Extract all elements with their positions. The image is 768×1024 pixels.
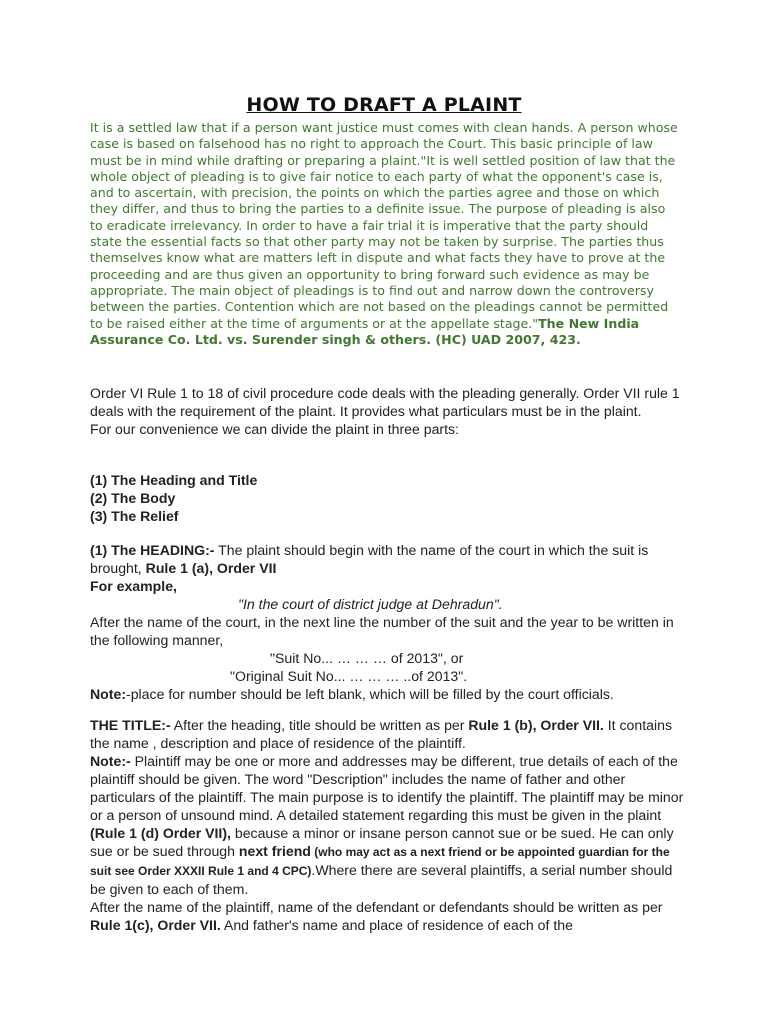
title-rule: Rule 1 (b), Order VII. (468, 717, 604, 733)
convenience-text: For our convenience we can divide the plaint in three parts: (90, 421, 459, 437)
note2-text-1: Plaintiff may be one or more and addresses may be different, true details of each of the plaintiff should be given. The word "Description" includes the name of father and other particulars of the plaintiff. The main purpose is to identify the plaintiff. The plaintiff may be minor or a person of unsound mind. A detailed statement regarding this must be given in the plaint (90, 753, 684, 823)
suit-number-format: "Suit No... … … … of 2013", or (270, 650, 464, 666)
heading-text: The plaint should begin with the name of the court in which the suit is brought, (90, 542, 649, 576)
order-paragraph (90, 384, 690, 438)
intro-text: It is a settled law that if a person want justice must comes with clean hands. A person whose case is based on falsehood has no right to approach the Court. This basic principle of law must be in mind while drafting or preparing a plaint."It is well settled position of law that the whole object of pleading is to give fair notice to each party of what the opponent's case is, and to ascertain, with precision, the points on which the parties agree and those on which they differ, and thus to bring the parties to a definite issue. The purpose of pleading is also to eradicate irrelevancy. In order to have a fair trial it is imperative that the party should state the essential facts so that other party may not be taken by surprise. The parties thus themselves know what are matters left in dispute and what facts they have to prove at the proceeding and are thus given an opportunity to bring forward such evidence as may be appropriate. The main object of pleadings is to find out and narrow down the controversy between the parties. Contention which are not based on the pleadings cannot be permitted to be raised either at the time of arguments or at the appellate stage." (90, 120, 678, 331)
next-friend: next friend (238, 843, 311, 859)
case-citation: The New India Assurance Co. Ltd. vs. Surender singh & others. (HC) UAD 2007, 423. (90, 315, 640, 347)
court-example: "In the court of district judge at Dehradun". (238, 596, 503, 612)
after-plaintiff-rule: Rule 1(c), Order VII. (90, 917, 221, 933)
order-text: Order VI Rule 1 to 18 of civil procedure code deals with the pleading generally. Order VII rule 1 deals with the requirement of the plaint. It provides what particulars must be in the plaint. (90, 385, 680, 419)
note2-label: Note:- (90, 753, 131, 769)
note2-text-3: .Where there are several plaintiffs, a serial number should be given to each of them. (90, 862, 673, 897)
title-text-1: After the heading, title should be written as per (170, 717, 469, 733)
title-label: THE TITLE:- (90, 717, 171, 733)
part-body: (2) The Body (90, 490, 176, 506)
intro-paragraph (90, 120, 680, 348)
note2-rule: (Rule 1 (d) Order VII), (90, 825, 231, 841)
after-plaintiff-text-1: After the name of the plaintiff, name of the defendant or defendants should be written as per (90, 899, 663, 915)
heading-rule: Rule 1 (a), Order VII (145, 560, 277, 576)
note1-label: Note: (90, 686, 127, 702)
part-relief: (3) The Relief (90, 508, 179, 524)
document-title: HOW TO DRAFT A PLAINT (246, 94, 522, 116)
heading-section (90, 541, 690, 703)
next-friend-note: (who may act as a next friend or be appointed guardian for the suit see Order XXXII Rule 1 and 4 CPC) (90, 845, 670, 878)
note2-text-2: because a minor or insane person cannot sue or be sued. He can only sue or be sued through (90, 825, 674, 859)
for-example: For example, (90, 578, 177, 594)
parts-list (90, 471, 690, 525)
original-suit-number-format: "Original Suit No... … … … ..of 2013". (230, 668, 468, 684)
title-section (90, 716, 690, 934)
after-plaintiff-text-2: And father's name and place of residence of each of the (220, 917, 573, 933)
heading-label: (1) The HEADING:- (90, 542, 215, 558)
part-heading-title: (1) The Heading and Title (90, 472, 258, 488)
note1-text: -place for number should be left blank, which will be filled by the court officials. (126, 686, 614, 702)
after-court-text: After the name of the court, in the next line the number of the suit and the year to be written in the following manner, (90, 614, 674, 648)
title-text-2: It contains the name , description and place of residence of the plaintiff. (90, 717, 673, 751)
